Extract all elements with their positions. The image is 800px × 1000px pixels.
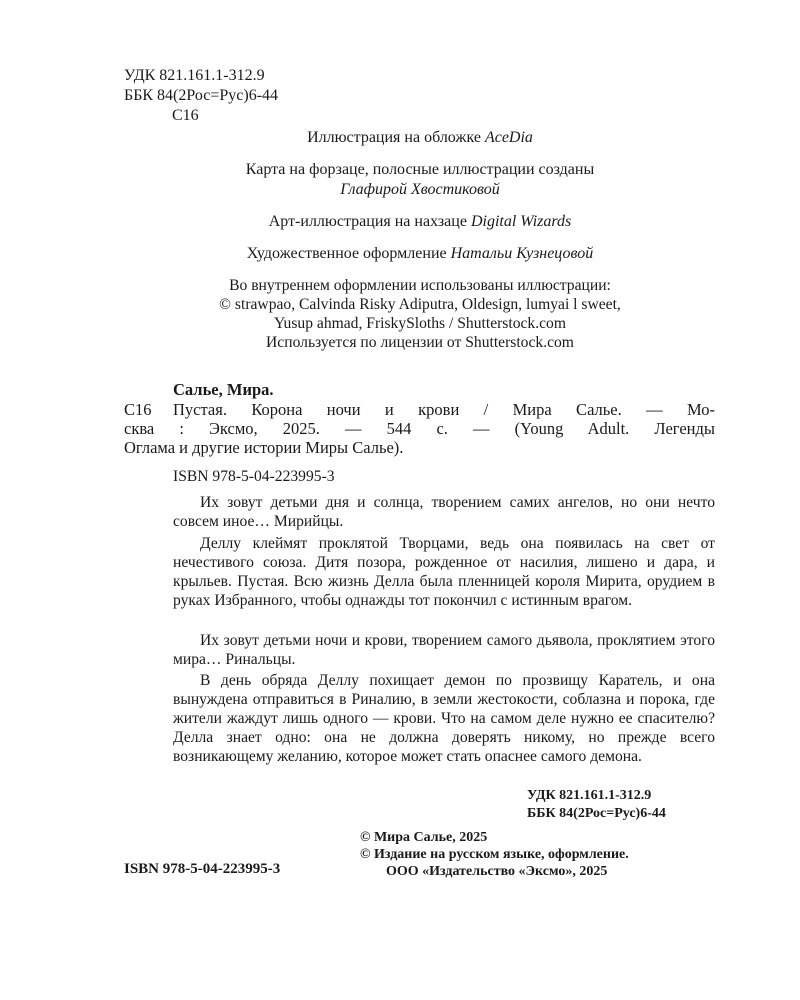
catalog-sign: С16 — [124, 400, 152, 419]
annotation-paragraph-2 — [173, 534, 715, 610]
annotation-paragraph-3 — [173, 631, 715, 669]
endpaper-artist: Глафирой Хвостиковой — [340, 181, 500, 198]
art-credit — [0, 212, 800, 231]
designer-name: Натальи Кузнецовой — [450, 245, 594, 262]
annotation-text: Их зовут детьми дня и солнца, творением самих ангелов, но они нечто совсем иное… Мирийцы. — [173, 494, 715, 530]
catalog-desc-line3: Оглама и другие истории Миры Салье). — [124, 438, 404, 457]
design-credit — [0, 244, 800, 263]
cover-artist: AceDia — [484, 129, 533, 146]
endpaper-credit-line1: Карта на форзаце, полосные иллюстрации созданы — [245, 161, 595, 178]
annotation-text: Деллу клеймят проклятой Творцами, ведь она появилась на свет от нечестивого союза. Дитя позора, рожденное от насилия, лишено и дара, и крыльев. Пустая. Всю жизнь Делла была пленницей короля Мирита, орудием в руках Избранного, чтобы однажды тот покончил с истинным врагом. — [173, 535, 715, 609]
catalog-desc-line2: сква : Эксмо, 2025. — 544 с. — (Young Adult. Легенды — [124, 419, 715, 438]
annotation-paragraph-4 — [173, 671, 715, 766]
annotation-paragraph-1 — [173, 493, 715, 531]
isbn-bottom: ISBN 978-5-04-223995-3 — [124, 861, 281, 877]
bbk-top: ББК 84(2Рос=Рус)6-44 — [124, 87, 279, 104]
copyright-edition: © Издание на русском языке, оформление. — [360, 847, 629, 862]
udk-top: УДК 821.161.1-312.9 — [124, 67, 265, 84]
cover-credit-label: Иллюстрация на обложке — [307, 129, 485, 146]
udk-bottom: УДК 821.161.1-312.9 — [527, 788, 652, 803]
catalog-isbn: ISBN 978-5-04-223995-3 — [173, 468, 335, 485]
catalog-desc-line1: Пустая. Корона ночи и крови / Мира Салье. — Мо- — [173, 400, 715, 419]
author-sign-top: С16 — [172, 107, 199, 124]
stock-credit-line3: Yusup ahmad, FriskySloths / Shutterstock.com — [274, 315, 566, 332]
art-artist: Digital Wizards — [470, 213, 572, 230]
bbk-bottom: ББК 84(2Рос=Рус)6-44 — [527, 806, 666, 821]
stock-credit-line1: Во внутреннем оформлении использованы иллюстрации: — [229, 277, 611, 294]
copyright-publisher: ООО «Издательство «Эксмо», 2025 — [386, 864, 608, 879]
annotation-text: В день обряда Деллу похищает демон по прозвищу Каратель, и она вынуждена отправиться в Риналию, в земли жестокости, соблазна и порока, где жители жаждут лишь одного — крови. Что на самом деле нужно ее спасителю? Делла знает одно: она не должна доверять никому, но прежде всего возникающему желанию, которое может стать опаснее самого демона. — [173, 672, 715, 765]
annotation-text: Их зовут детьми ночи и крови, творением самого дьявола, проклятием этого мира… Ринальцы. — [173, 632, 715, 668]
art-credit-label: Арт-иллюстрация на нахзаце — [268, 213, 471, 230]
copyright-author: © Мира Салье, 2025 — [360, 830, 488, 845]
stock-license-line: Используется по лицензии от Shutterstock.com — [266, 334, 574, 351]
stock-credit-line2: © strawpao, Calvinda Risky Adiputra, Oldesign, lumyai l sweet, — [219, 296, 621, 313]
design-credit-label: Художественное оформление — [246, 245, 451, 262]
cover-credit — [0, 128, 800, 147]
catalog-author-heading: Салье, Мира. — [173, 380, 274, 399]
